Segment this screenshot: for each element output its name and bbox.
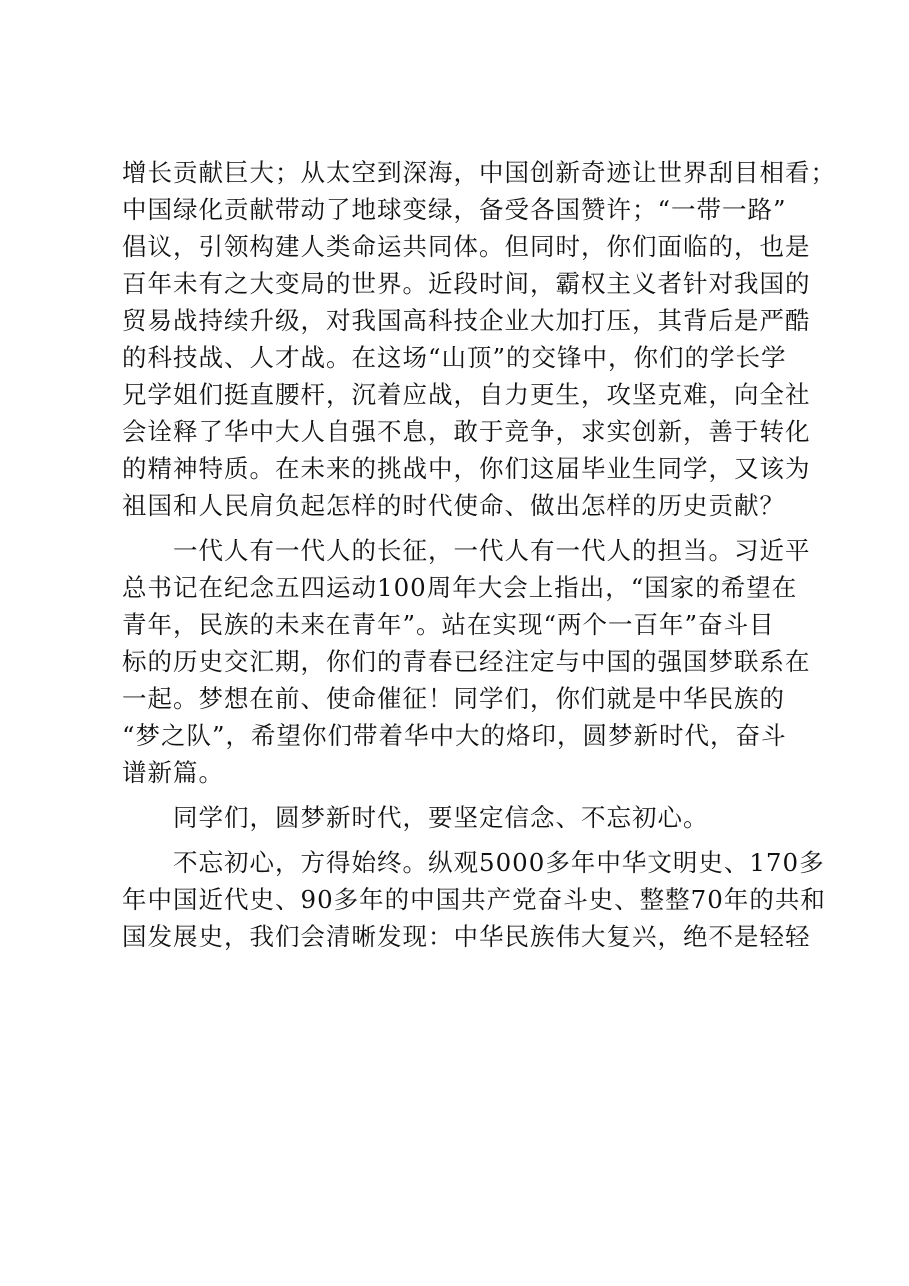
text-line: 年中国近代史、90多年的中国共产党奋斗史、整整70年的共和 [122,885,826,914]
document-body [122,154,836,955]
paragraph-start-line: 不忘初心，方得始终。纵观5000多年中华文明史、170多 [122,848,825,877]
text-line: 祖国和人民肩负起怎样的时代使命、做出怎样的历史贡献？ [122,491,785,520]
text-line: 青年，民族的未来在青年”。站在实现“两个一百年”奋斗目 [122,610,775,639]
text-line: 标的历史交汇期，你们的青春已经注定与中国的强国梦联系在 [122,647,811,676]
text-line: 总书记在纪念五四运动100周年大会上指出，“国家的希望在 [122,573,798,602]
text-line: 的科技战、人才战。在这场“山顶”的交锋中，你们的学长学 [122,343,787,372]
text-line: 增长贡献巨大；从太空到深海，中国创新奇迹让世界刮目相看； [122,158,836,187]
paragraph-start-line: 一代人有一代人的长征，一代人有一代人的担当。习近平 [122,536,811,565]
text-line: 兄学姐们挺直腰杆，沉着应战，自力更生，攻坚克难，向全社 [122,380,811,409]
paragraph-start-line: 同学们，圆梦新时代，要坚定信念、不忘初心。 [122,803,709,832]
text-line: 贸易战持续升级，对我国高科技企业大加打压，其背后是严酷 [122,306,811,335]
text-line: 的精神特质。在未来的挑战中，你们这届毕业生同学，又该为 [122,454,811,483]
text-line: “梦之队”，希望你们带着华中大的烙印，圆梦新时代，奋斗 [122,721,787,750]
text-line: 百年未有之大变局的世界。近段时间，霸权主义者针对我国的 [122,269,811,298]
text-line: 倡议，引领构建人类命运共同体。但同时，你们面临的，也是 [122,232,811,261]
text-line: 谱新篇。 [122,758,224,787]
text-line: 会诠释了华中大人自强不息，敢于竞争，求实创新，善于转化 [122,417,811,446]
text-line: 一起。梦想在前、使命催征！同学们，你们就是中华民族的 [122,684,785,713]
text-line: 国发展史，我们会清晰发现：中华民族伟大复兴，绝不是轻轻 [122,922,811,951]
text-line: 中国绿化贡献带动了地球变绿，备受各国赞许；“一带一路” [122,195,787,224]
